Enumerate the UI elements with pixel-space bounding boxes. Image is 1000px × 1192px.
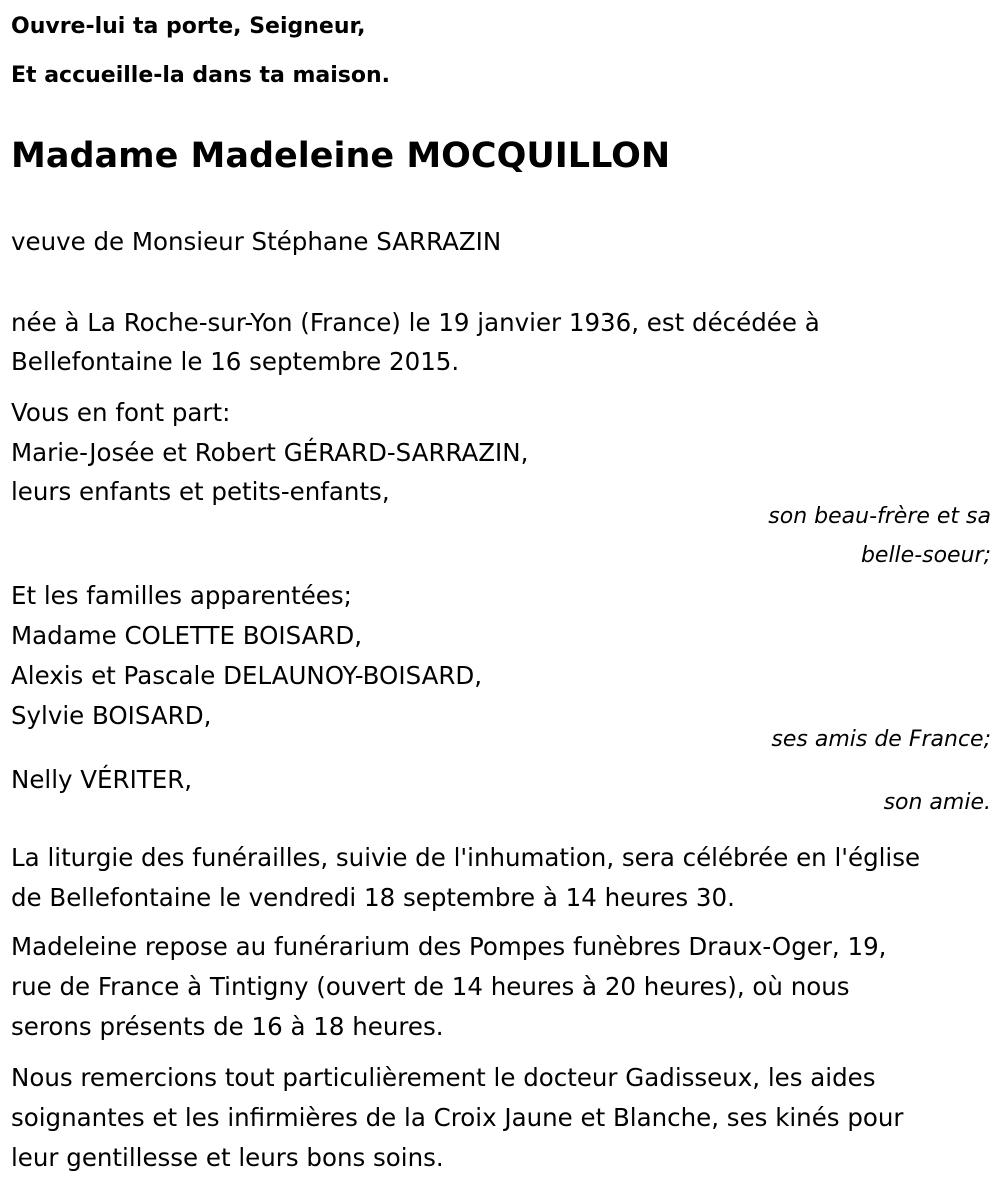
announcer-group1-line-2: leurs enfants et petits-enfants,	[11, 477, 390, 506]
widow-of-line: veuve de Monsieur Stéphane SARRAZIN	[11, 227, 502, 256]
funerarium-line-1: Madeleine repose au funérarium des Pompes funèbres Draux-Oger, 19,	[11, 932, 887, 961]
relation-group1-line-1: son beau-frère et sa	[768, 504, 991, 529]
families-line: Et les familles apparentées;	[11, 581, 352, 610]
relation-group1-line-2: belle-soeur;	[860, 543, 991, 568]
verse-line-1: Ouvre-lui ta porte, Seigneur,	[11, 14, 366, 39]
relation-group3: son amie.	[883, 790, 991, 815]
deceased-name: Madame Madeleine MOCQUILLON	[11, 136, 671, 176]
announcer-group2-line-2: Alexis et Pascale DELAUNOY-BOISARD,	[11, 661, 483, 690]
funerarium-line-3: serons présents de 16 à 18 heures.	[11, 1012, 444, 1041]
announcer-group2-line-3: Sylvie BOISARD,	[11, 701, 212, 730]
announcer-group3-line-1: Nelly VÉRITER,	[11, 765, 193, 794]
funeral-line-1: La liturgie des funérailles, suivie de l'inhumation, sera célébrée en l'église	[11, 843, 921, 872]
announcers-intro: Vous en font part:	[11, 398, 231, 427]
thanks-line-3: leur gentillesse et leurs bons soins.	[11, 1143, 444, 1172]
birth-death-line-2: Bellefontaine le 16 septembre 2015.	[11, 347, 460, 376]
birth-death-line-1: née à La Roche-sur-Yon (France) le 19 janvier 1936, est décédée à	[11, 308, 820, 337]
funeral-line-2: de Bellefontaine le vendredi 18 septembre à 14 heures 30.	[11, 883, 735, 912]
thanks-line-1: Nous remercions tout particulièrement le docteur Gadisseux, les aides	[11, 1063, 876, 1092]
verse-line-2: Et accueille-la dans ta maison.	[11, 63, 391, 88]
obituary-notice	[11, 0, 991, 1192]
announcer-group1-line-1: Marie-Josée et Robert GÉRARD-SARRAZIN,	[11, 438, 529, 467]
announcer-group2-line-1: Madame COLETTE BOISARD,	[11, 621, 363, 650]
thanks-line-2: soignantes et les infirmières de la Croix Jaune et Blanche, ses kinés pour	[11, 1103, 904, 1132]
funerarium-line-2: rue de France à Tintigny (ouvert de 14 heures à 20 heures), où nous	[11, 972, 850, 1001]
relation-group2: ses amis de France;	[771, 727, 991, 752]
